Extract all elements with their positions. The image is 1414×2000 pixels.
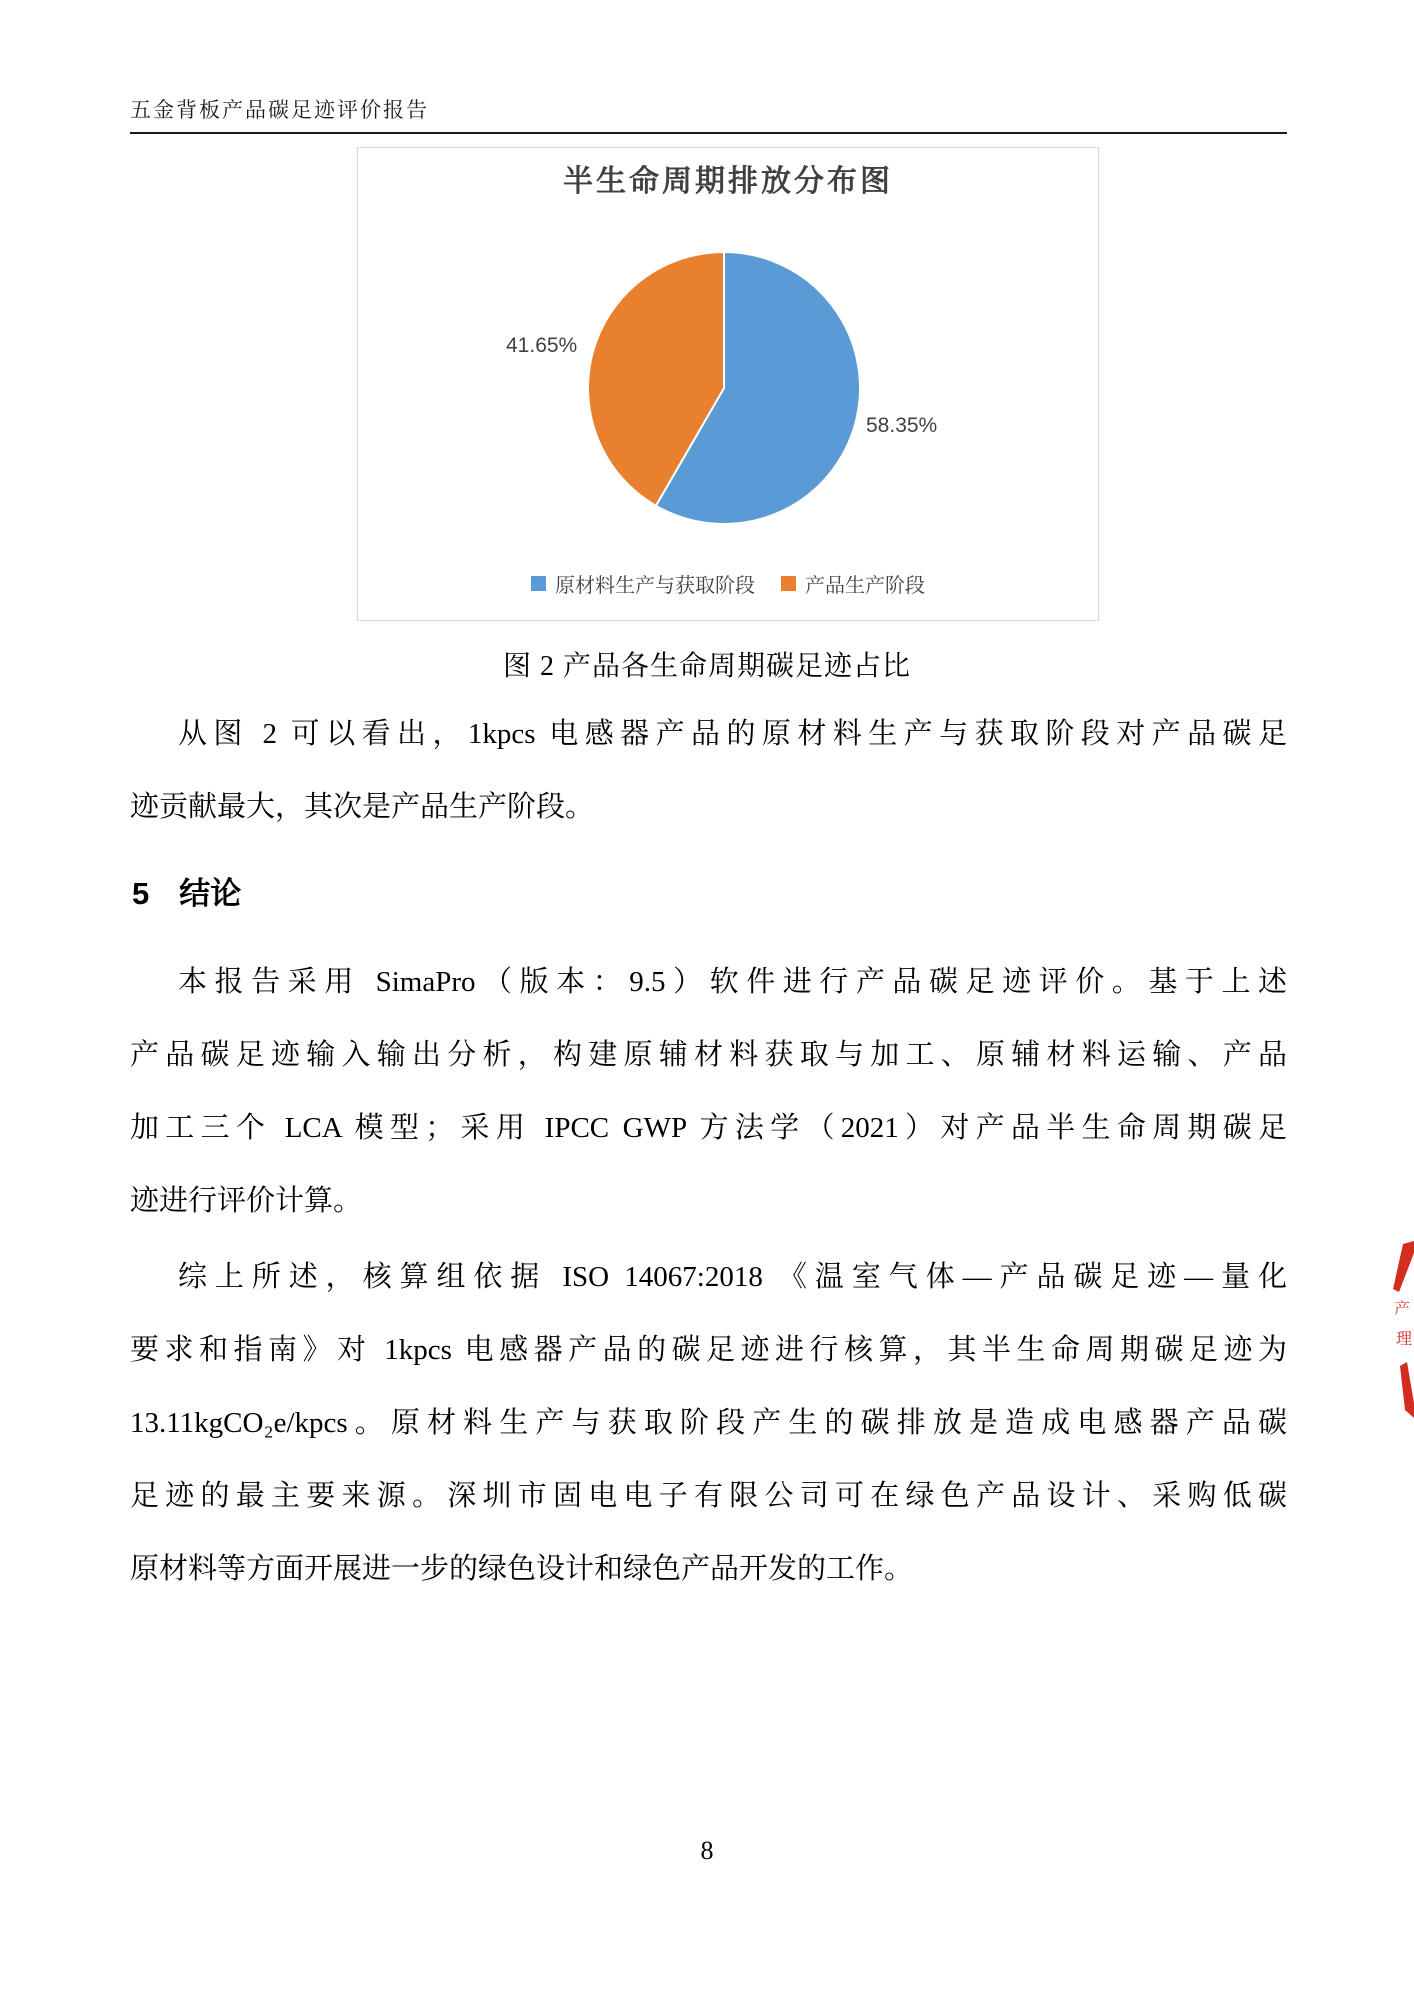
paragraph-methodology	[130, 946, 1287, 1238]
figure-caption: 图 2 产品各生命周期碳足迹占比	[502, 651, 911, 682]
legend-swatch-orange-icon	[781, 576, 796, 591]
body-line: 加工三个 LCA 模型；采用 IPCC GWP 方法学（2021）对产品半生命周期碳足	[130, 1112, 1287, 1144]
body-line: 原材料等方面开展进一步的绿色设计和绿色产品开发的工作。	[130, 1553, 914, 1585]
body-line: 产品碳足迹输入输出分析，构建原辅材料获取与加工、原辅材料运输、产品	[130, 1039, 1287, 1071]
svg-text:理: 理	[1396, 1331, 1413, 1348]
legend-item-raw-material	[531, 569, 755, 598]
body-line: 从图 2 可以看出，1kpcs 电感器产品的原材料生产与获取阶段对产品碳足	[178, 718, 1287, 750]
chart-legend	[358, 569, 1098, 598]
pie-svg	[586, 250, 862, 526]
page-header-title: 五金背板产品碳足迹评价报告	[130, 98, 429, 122]
svg-text:产: 产	[1394, 1301, 1411, 1318]
page-number: 8	[700, 1836, 714, 1865]
body-line: 要求和指南》对 1kpcs 电感器产品的碳足迹进行核算，其半生命周期碳足迹为	[130, 1334, 1287, 1366]
body-line: 综上所述，核算组依据 ISO 14067:2018 《温室气体—产品碳足迹—量化	[178, 1261, 1287, 1293]
legend-swatch-blue-icon	[531, 576, 546, 591]
paragraph-figure-comment	[130, 698, 1287, 844]
legend-item-production	[781, 569, 925, 598]
pie-label-blue: 58.35%	[866, 414, 938, 437]
red-seal-fragment	[1390, 1240, 1414, 1420]
header-divider	[130, 132, 1287, 134]
body-line: 迹进行评价计算。	[130, 1185, 363, 1217]
legend-label: 原材料生产与获取阶段	[555, 575, 755, 597]
section-title: 结论	[179, 876, 242, 911]
body-line: 迹贡献最大，其次是产品生产阶段。	[130, 791, 595, 823]
section-heading-conclusion	[132, 868, 241, 913]
pie-chart-container	[357, 147, 1099, 621]
legend-label: 产品生产阶段	[805, 575, 925, 597]
red-seal-icon	[1390, 1240, 1414, 1420]
section-number: 5	[132, 876, 150, 911]
body-line: 本报告采用 SimaPro（版本：9.5）软件进行产品碳足迹评价。基于上述	[178, 966, 1287, 998]
body-line: 足迹的最主要来源。深圳市固电电子有限公司可在绿色产品设计、采购低碳	[130, 1480, 1287, 1512]
body-line: 13.11kgCO₂e/kpcs。原材料生产与获取阶段产生的碳排放是造成电感器产品碳	[130, 1407, 1287, 1439]
pie-chart	[586, 250, 862, 526]
chart-title: 半生命周期排放分布图	[563, 165, 893, 198]
pie-label-orange: 41.65%	[506, 334, 578, 357]
paragraph-summary	[130, 1241, 1287, 1606]
